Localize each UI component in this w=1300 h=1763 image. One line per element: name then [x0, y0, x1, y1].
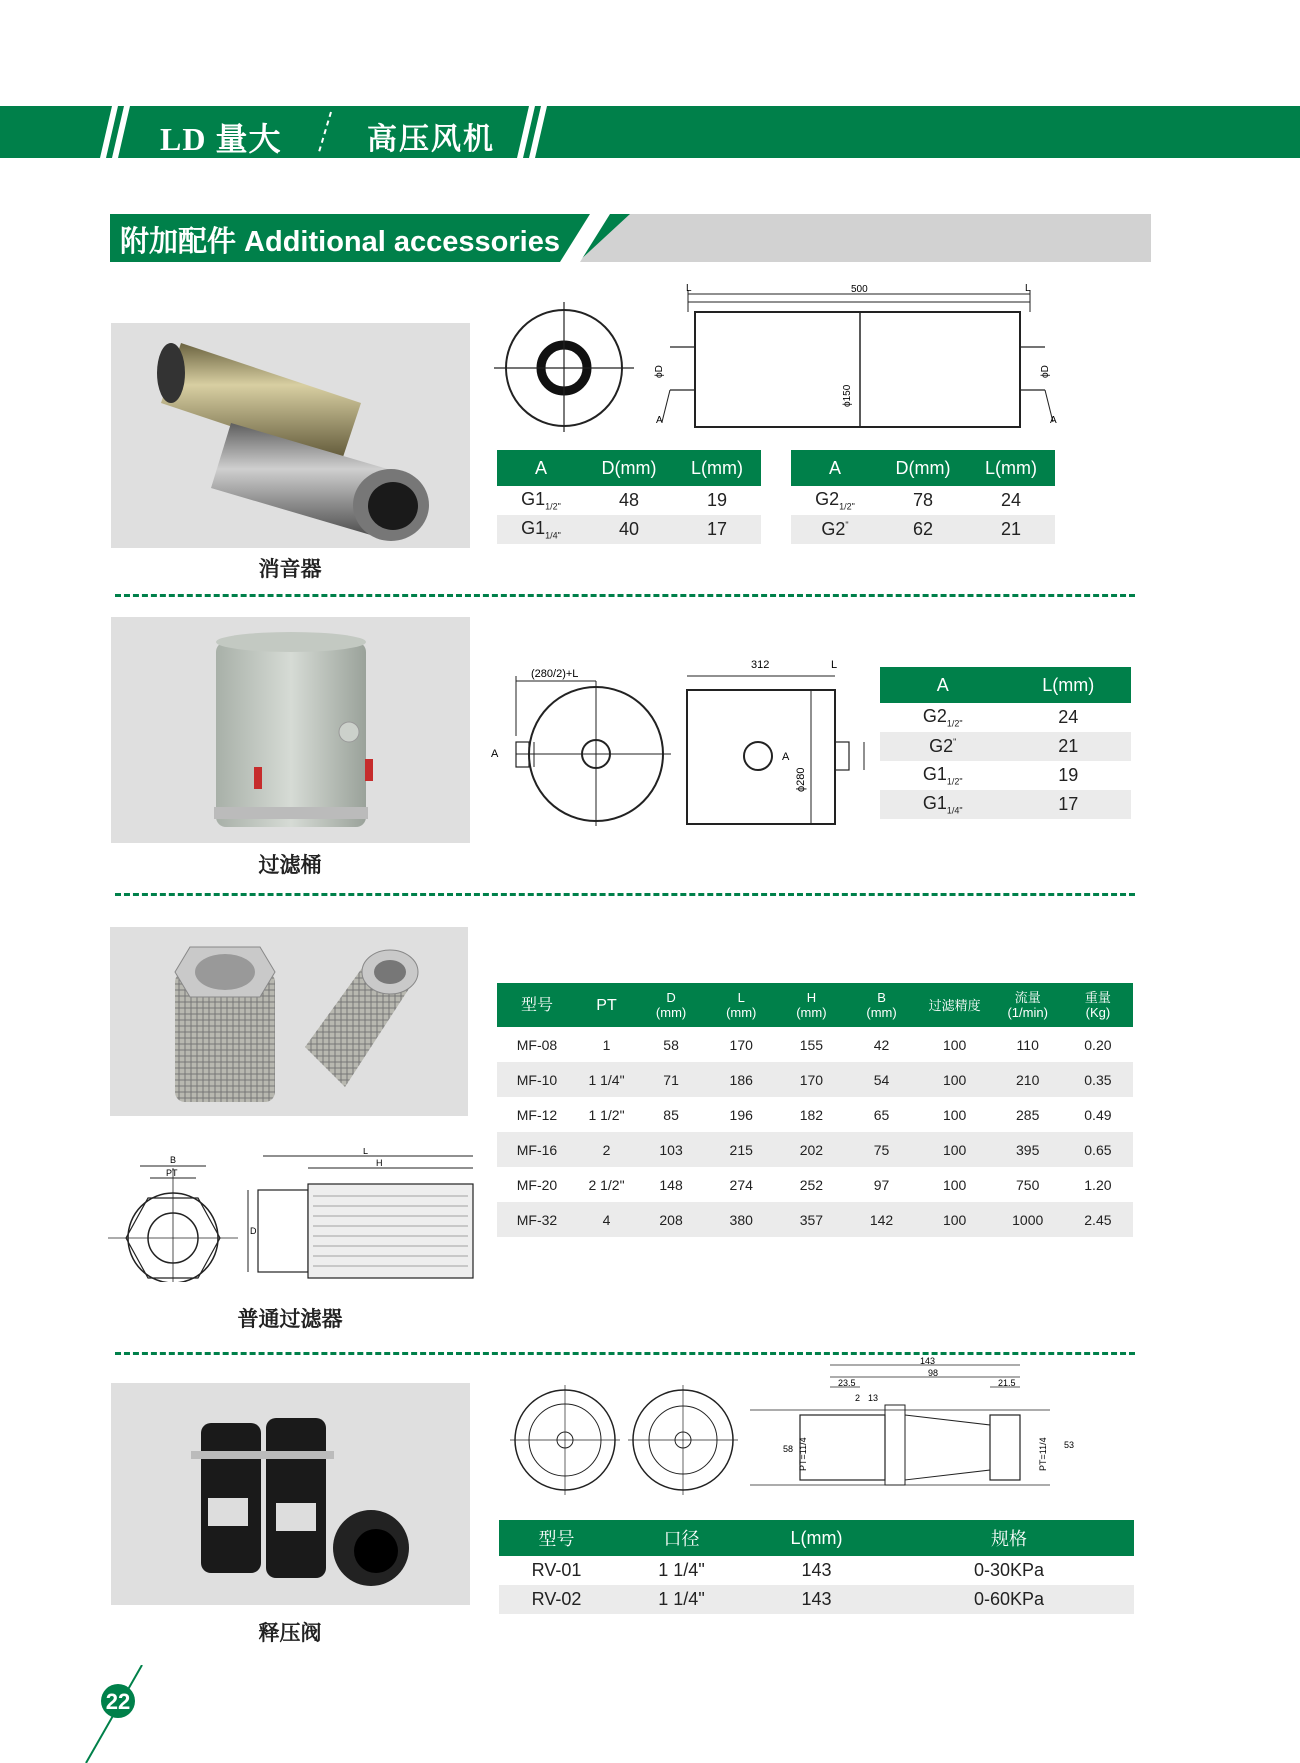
svg-text:H: H	[376, 1158, 383, 1168]
col-header: 流量 (1/min)	[993, 983, 1063, 1027]
banner-title: 高压风机	[367, 123, 495, 156]
table-row: $G2_{1/2"}$ 24	[922, 706, 1079, 729]
svg-text:L: L	[831, 659, 838, 671]
relief-valve-table	[499, 1520, 1134, 1614]
divider	[115, 594, 1135, 597]
svg-text:53: 53	[1064, 1440, 1075, 1450]
col-header: L(mm)	[673, 450, 761, 486]
svg-text:L: L	[363, 1148, 369, 1156]
muffler-drawing	[490, 282, 1080, 432]
table-row: MF-12 1 1/2" 85 196 182 65 100 285 0.49	[516, 1106, 1112, 1123]
banner-stripes-right-icon	[515, 106, 555, 158]
filter-tank-table	[880, 667, 1131, 819]
table-row: MF-08 1 58 170 155 42 100 110 0.20	[516, 1036, 1112, 1053]
svg-text:PT: PT	[166, 1168, 178, 1178]
muffler-table-right	[791, 450, 1055, 544]
svg-text:PT=11/4: PT=11/4	[1038, 1437, 1048, 1471]
section-title: 附加配件 Additional accessories	[120, 226, 560, 258]
divider	[115, 893, 1135, 896]
col-header: B (mm)	[846, 983, 916, 1027]
page-number: 22	[105, 1689, 131, 1714]
col-header: L(mm)	[967, 450, 1055, 486]
col-header: 规格	[884, 1520, 1134, 1556]
col-header: D(mm)	[585, 450, 673, 486]
svg-text:A: A	[656, 415, 663, 426]
svg-text:ϕD: ϕD	[654, 365, 665, 378]
col-header: A	[791, 450, 879, 486]
table-row: G2" 62 21	[791, 515, 1055, 544]
table-row: MF-20 2 1/2" 148 274 252 97 100 750 1.20	[516, 1176, 1112, 1193]
standard-filter-caption: 普通过滤器	[237, 1308, 343, 1331]
filter-tank-drawing	[486, 656, 866, 828]
svg-text:ϕD: ϕD	[1040, 365, 1051, 378]
table-row: MF-10 1 1/4" 71 186 170 54 100 210 0.35	[497, 1062, 1133, 1097]
svg-text:A: A	[782, 751, 790, 763]
svg-text:A: A	[491, 748, 499, 760]
svg-text:21.5: 21.5	[998, 1378, 1016, 1388]
svg-text:143: 143	[920, 1356, 936, 1366]
banner-divider-icon	[315, 110, 335, 154]
col-header: L(mm)	[1006, 667, 1132, 703]
table-row: $G2_{1/2"}$ 78 24	[815, 489, 1022, 512]
col-header: PT	[577, 983, 636, 1027]
standard-filter-table	[497, 983, 1133, 1237]
table-row: $G1_{1/2"}$ 48 19	[521, 489, 728, 512]
svg-text:2: 2	[855, 1393, 861, 1403]
col-header: 型号	[499, 1520, 614, 1556]
svg-text:23.5: 23.5	[838, 1378, 856, 1388]
svg-text:D: D	[250, 1226, 257, 1236]
svg-text:L: L	[1025, 283, 1031, 294]
svg-text:A: A	[1050, 415, 1057, 426]
col-header: H (mm)	[776, 983, 846, 1027]
table-row: $G1_{1/4"}$ 17	[880, 790, 1131, 819]
col-header: 重量 (Kg)	[1063, 983, 1133, 1027]
table-row: RV-01 1 1/4" 143 0-30KPa	[531, 1560, 1045, 1580]
col-header: 口径	[614, 1520, 749, 1556]
table-row: $G1_{1/2"}$ 19	[922, 764, 1079, 787]
svg-text:(280/2)+L: (280/2)+L	[531, 668, 579, 680]
svg-text:500: 500	[851, 284, 868, 295]
col-header: 过滤精度	[917, 983, 993, 1027]
muffler-table-left	[497, 450, 761, 544]
col-header: L(mm)	[749, 1520, 884, 1556]
table-row: MF-32 4 208 380 357 142 100 1000 2.45	[497, 1202, 1133, 1237]
top-banner	[0, 106, 1300, 158]
svg-text:ϕ280: ϕ280	[795, 767, 807, 792]
svg-text:312: 312	[751, 659, 770, 671]
filter-tank-photo	[111, 617, 470, 843]
muffler-caption: 消音器	[258, 558, 322, 581]
svg-text:B: B	[170, 1155, 177, 1165]
svg-text:58: 58	[783, 1444, 794, 1454]
svg-text:PT=11/4: PT=11/4	[798, 1437, 808, 1471]
relief-valve-photo	[111, 1383, 470, 1605]
svg-text:98: 98	[928, 1368, 939, 1378]
col-header: A	[880, 667, 1006, 703]
standard-filter-photo	[110, 927, 468, 1116]
relief-valve-drawing	[510, 1355, 1080, 1495]
table-row: RV-02 1 1/4" 143 0-60KPa	[499, 1585, 1134, 1614]
muffler-photo	[111, 323, 470, 548]
svg-text:L: L	[686, 283, 692, 294]
table-row: $G1_{1/4"}$ 40 17	[497, 515, 761, 544]
col-header: 型号	[497, 983, 577, 1027]
brand-name: LD 量大	[160, 121, 282, 157]
col-header: D (mm)	[636, 983, 706, 1027]
standard-filter-drawing	[108, 1148, 478, 1282]
col-header: D(mm)	[879, 450, 967, 486]
relief-valve-caption: 释压阀	[258, 1622, 322, 1645]
table-row: G2" 21	[880, 732, 1131, 761]
svg-text:ϕ150: ϕ150	[842, 384, 853, 407]
svg-text:13: 13	[868, 1393, 879, 1403]
filter-tank-caption: 过滤桶	[258, 854, 322, 877]
col-header: A	[497, 450, 585, 486]
table-row: MF-16 2 103 215 202 75 100 395 0.65	[497, 1132, 1133, 1167]
page-number-badge	[80, 1665, 150, 1763]
col-header: L (mm)	[706, 983, 776, 1027]
banner-stripes-left-icon	[98, 106, 138, 158]
